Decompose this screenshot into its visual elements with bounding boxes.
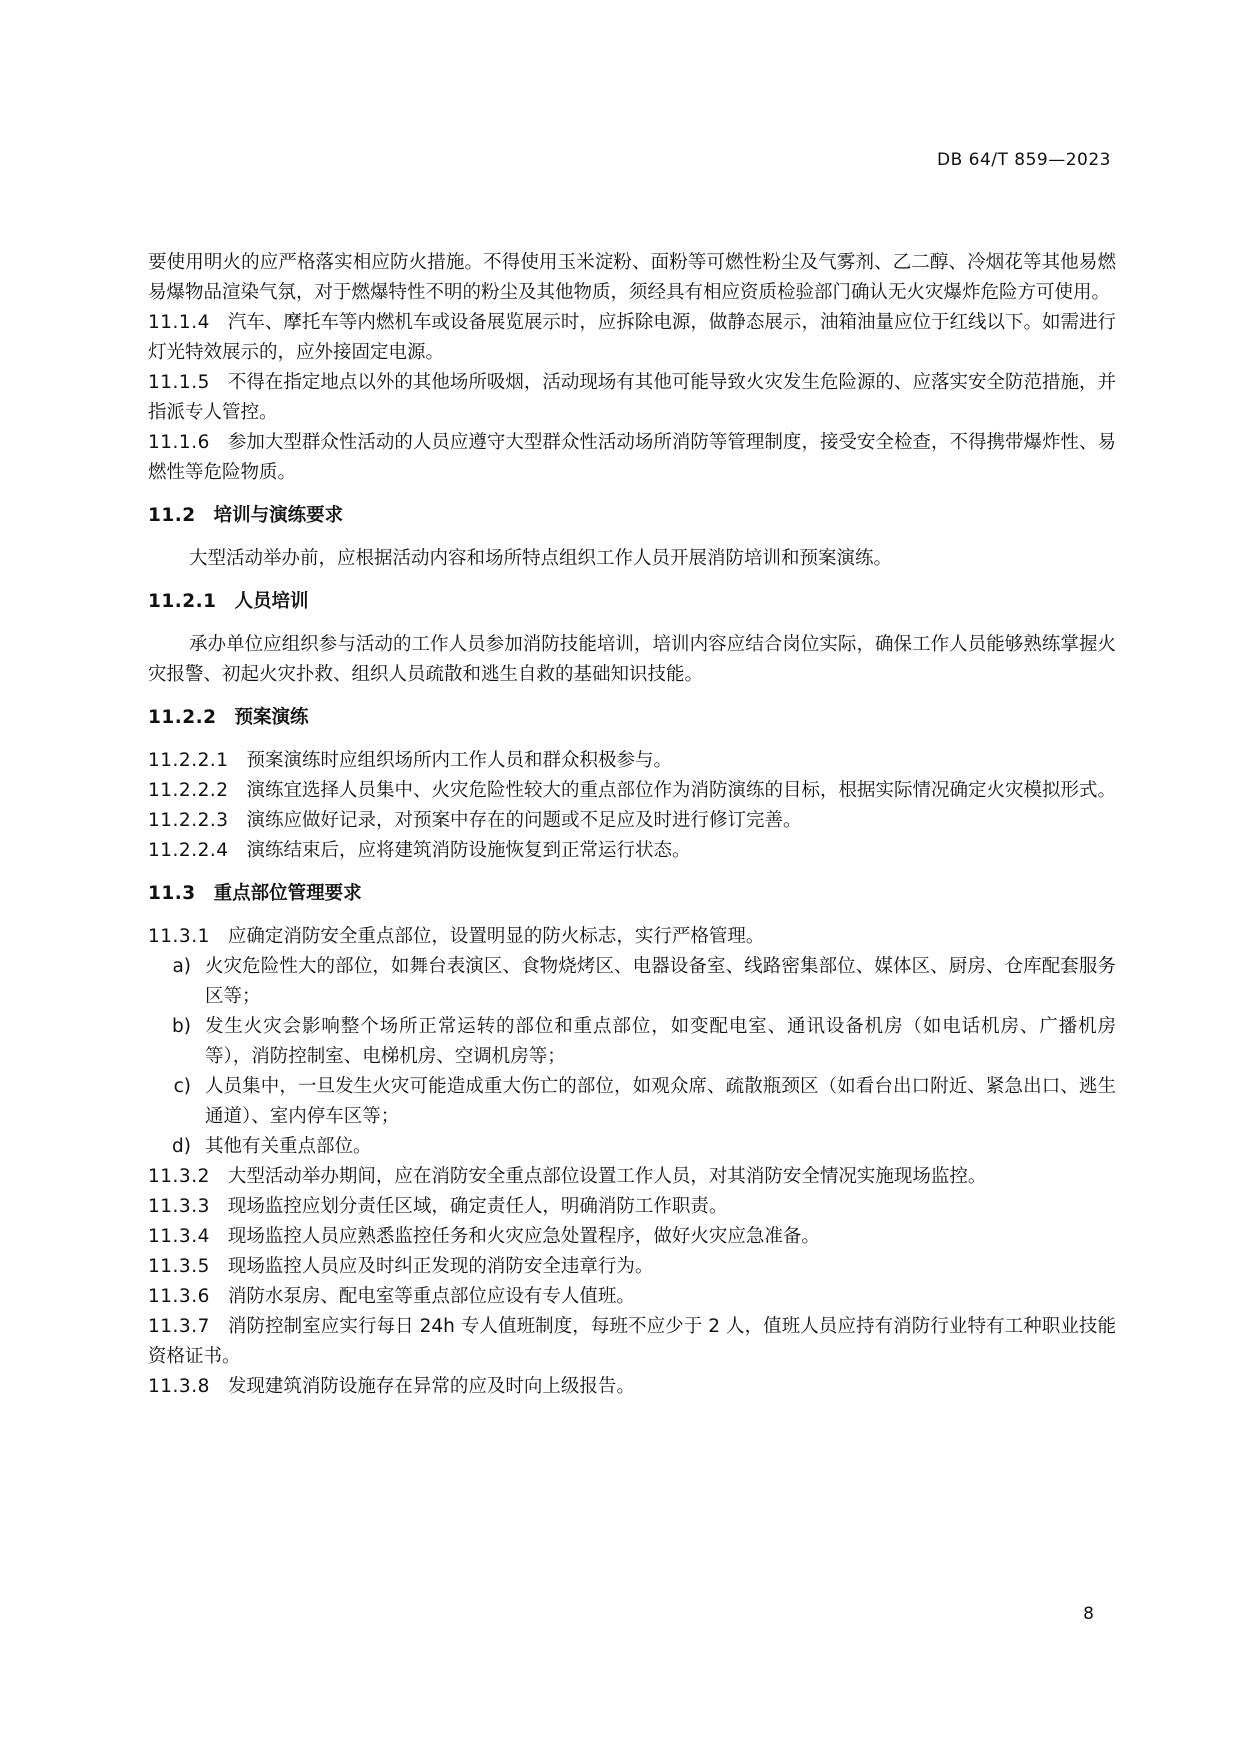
clause-number: 11.3.7 — [148, 1316, 210, 1337]
clause-11-3-2 — [148, 1162, 1116, 1192]
list-marker: d) — [172, 1136, 191, 1157]
section-number: 11.3 — [148, 883, 196, 904]
section-heading-11-2-1 — [148, 587, 1116, 617]
list-item-text: 发生火灾会影响整个场所正常运转的部位和重点部位，如变配电室、通讯设备机房（如电话机房、广播机房等），消防控制室、电梯机房、空调机房等； — [205, 1016, 1116, 1067]
section-heading-11-2-2 — [148, 703, 1116, 733]
clause-11-3-5 — [148, 1252, 1116, 1282]
clause-11-2-2-4 — [148, 836, 1116, 866]
clause-number: 11.1.4 — [148, 312, 210, 333]
page-number: 8 — [1083, 1604, 1094, 1624]
key-areas-list — [148, 952, 1116, 1162]
section-11-2-1-text: 承办单位应组织参与活动的工作人员参加消防技能培训，培训内容应结合岗位实际，确保工作人员能够熟练掌握火灾报警、初起火灾扑救、组织人员疏散和逃生自救的基础知识技能。 — [148, 634, 1116, 685]
list-item — [148, 1132, 1116, 1162]
clause-number: 11.3.4 — [148, 1226, 210, 1247]
section-number: 11.2 — [148, 505, 196, 526]
list-item-text: 人员集中，一旦发生火灾可能造成重大伤亡的部位，如观众席、疏散瓶颈区（如看台出口附近、紧急出口、逃生通道）、室内停车区等； — [205, 1076, 1116, 1127]
clause-text: 现场监控人员应及时纠正发现的消防安全违章行为。 — [227, 1256, 654, 1277]
clause-text: 应确定消防安全重点部位，设置明显的防火标志，实行严格管理。 — [227, 926, 765, 947]
clause-number: 11.2.2.4 — [148, 840, 229, 861]
clause-11-3-6 — [148, 1282, 1116, 1312]
document-body — [148, 248, 1116, 1402]
section-title: 重点部位管理要求 — [213, 883, 362, 904]
list-item — [148, 1012, 1116, 1072]
section-title: 预案演练 — [234, 707, 309, 728]
clause-text: 预案演练时应组织场所内工作人员和群众积极参与。 — [246, 750, 673, 771]
clause-text: 发现建筑消防设施存在异常的应及时向上级报告。 — [227, 1376, 635, 1397]
clause-11-2-2-1 — [148, 746, 1116, 776]
clause-number: 11.3.2 — [148, 1166, 210, 1187]
clause-number: 11.3.3 — [148, 1196, 210, 1217]
clause-text: 汽车、摩托车等内燃机车或设备展览展示时，应拆除电源，做静态展示，油箱油量应位于红线以下。如需进行灯光特效展示的，应外接固定电源。 — [148, 312, 1116, 363]
clause-number: 11.2.2.3 — [148, 810, 229, 831]
clause-number: 11.2.2.1 — [148, 750, 229, 771]
clause-text: 参加大型群众性活动的人员应遵守大型群众性活动场所消防等管理制度，接受安全检查，不得携带爆炸性、易燃性等危险物质。 — [148, 432, 1116, 483]
list-item-text: 其他有关重点部位。 — [205, 1136, 372, 1157]
paragraph-continuation: 要使用明火的应严格落实相应防火措施。不得使用玉米淀粉、面粉等可燃性粉尘及气雾剂、乙二醇、冷烟花等其他易燃易爆物品渲染气氛，对于燃爆特性不明的粉尘及其他物质，须经具有相应资质检验部门确认无火灾爆炸危险方可使用。 — [148, 252, 1116, 303]
section-title: 培训与演练要求 — [213, 505, 344, 526]
clause-text: 演练宜选择人员集中、火灾危险性较大的重点部位作为消防演练的目标，根据实际情况确定火灾模拟形式。 — [246, 780, 1117, 801]
clause-11-1-5 — [148, 368, 1116, 428]
list-item-text: 火灾危险性大的部位，如舞台表演区、食物烧烤区、电器设备室、线路密集部位、媒体区、厨房、仓库配套服务区等； — [205, 956, 1116, 1007]
clause-number: 11.3.6 — [148, 1286, 210, 1307]
section-heading-11-2 — [148, 501, 1116, 531]
document-code: DB 64/T 859—2023 — [936, 150, 1111, 170]
clause-text: 演练结束后，应将建筑消防设施恢复到正常运行状态。 — [246, 840, 691, 861]
clause-text: 现场监控应划分责任区域，确定责任人，明确消防工作职责。 — [227, 1196, 728, 1217]
list-marker: c) — [173, 1076, 191, 1097]
clause-11-3-8 — [148, 1372, 1116, 1402]
clause-number: 11.1.6 — [148, 432, 210, 453]
list-marker: a) — [172, 956, 191, 977]
list-marker: b) — [172, 1016, 191, 1037]
list-item — [148, 1072, 1116, 1132]
section-number: 11.2.2 — [148, 707, 217, 728]
clause-text: 现场监控人员应熟悉监控任务和火灾应急处置程序，做好火灾应急准备。 — [227, 1226, 820, 1247]
clause-text: 不得在指定地点以外的其他场所吸烟，活动现场有其他可能导致火灾发生危险源的、应落实安全防范措施，并指派专人管控。 — [148, 372, 1116, 423]
clause-number: 11.3.8 — [148, 1376, 210, 1397]
clause-11-3-7 — [148, 1312, 1116, 1372]
clause-number: 11.3.5 — [148, 1256, 210, 1277]
clause-number: 11.3.1 — [148, 926, 210, 947]
clause-number: 11.2.2.2 — [148, 780, 229, 801]
clause-11-3-1 — [148, 922, 1116, 952]
clause-11-1-4 — [148, 308, 1116, 368]
section-title: 人员培训 — [234, 591, 309, 612]
clause-number: 11.1.5 — [148, 372, 210, 393]
clause-text: 演练应做好记录，对预案中存在的问题或不足应及时进行修订完善。 — [246, 810, 802, 831]
clause-text: 大型活动举办期间，应在消防安全重点部位设置工作人员，对其消防安全情况实施现场监控。 — [227, 1166, 987, 1187]
clause-11-3-4 — [148, 1222, 1116, 1252]
clause-11-2-2-3 — [148, 806, 1116, 836]
clause-11-3-3 — [148, 1192, 1116, 1222]
list-item — [148, 952, 1116, 1012]
section-number: 11.2.1 — [148, 591, 217, 612]
clause-text: 消防水泵房、配电室等重点部位应设有专人值班。 — [227, 1286, 635, 1307]
clause-text: 消防控制室应实行每日 24h 专人值班制度，每班不应少于 2 人，值班人员应持有消防行业特有工种职业技能资格证书。 — [148, 1316, 1116, 1367]
clause-11-2-2-2 — [148, 776, 1116, 806]
section-11-2-text: 大型活动举办前，应根据活动内容和场所特点组织工作人员开展消防培训和预案演练。 — [189, 548, 893, 569]
clause-11-1-6 — [148, 428, 1116, 488]
section-heading-11-3 — [148, 879, 1116, 909]
